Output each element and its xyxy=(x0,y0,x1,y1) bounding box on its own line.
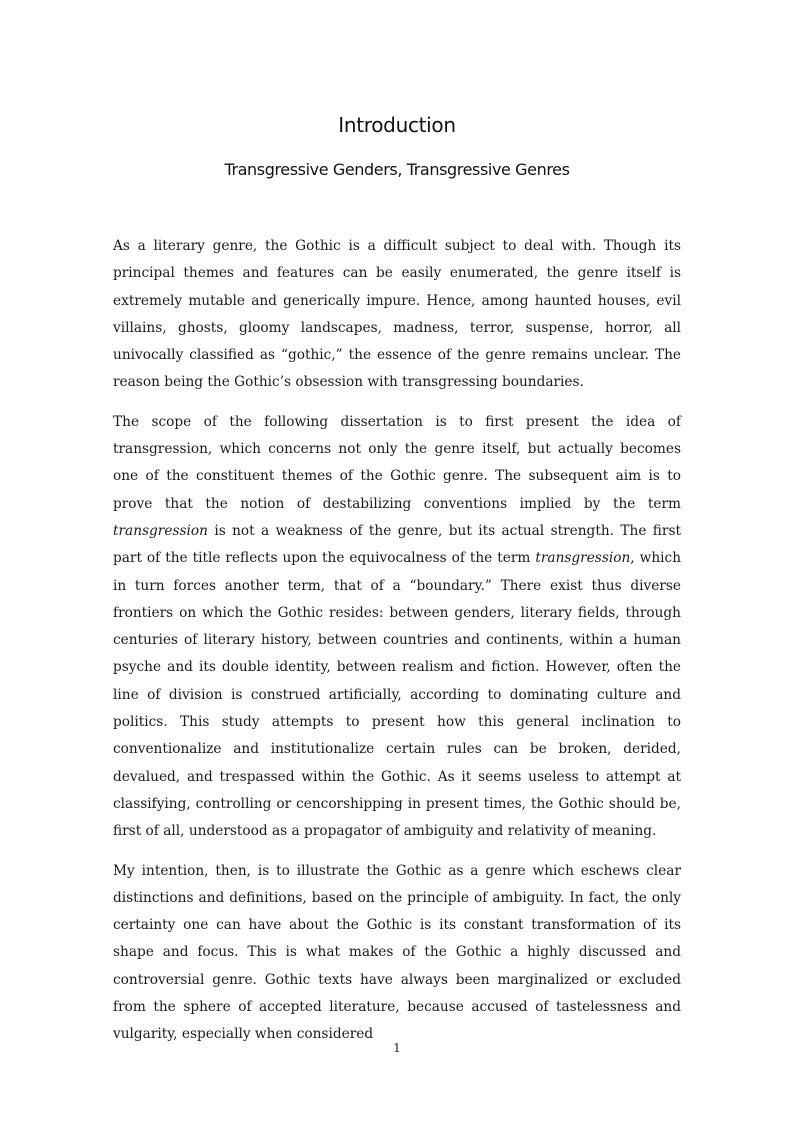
paragraph-2-text-a: The scope of the following dissertation is to first present the idea of transgression, which concerns not only the genre itself, but actually becomes one of the constituent themes of the Gothic genre. The subsequent aim is to prove that the notion of destabilizing conventions implied by the term xyxy=(113,413,681,512)
paragraph-3: My intention, then, is to illustrate the Gothic as a genre which eschews clear distinctions and definitions, based on the principle of ambiguity. In fact, the only certainty one can have about the Gothic is its constant transformation of its shape and focus. This is what makes of the Gothic a highly discussed and controversial genre. Gothic texts have always been marginalized or excluded from the sphere of accepted literature, because accused of tastelessness and vulgarity, especially when considered xyxy=(113,862,681,1043)
italic-term: transgression xyxy=(535,550,631,567)
body-text xyxy=(113,233,681,1061)
paragraph-1: As a literary genre, the Gothic is a difficult subject to deal with. Though its principal themes and features can be easily enumerated, the genre itself is extremely mutable and generically impure. Hence, among haunted houses, evil villains, ghosts, gloomy landscapes, madness, terror, suspense, horror, all univocally classified as “gothic,” the essence of the genre remains unclear. The reason being the Gothic’s obsession with transgressing boundaries. xyxy=(113,238,681,391)
paragraph-2 xyxy=(113,409,681,846)
page-number: 1 xyxy=(393,1041,401,1055)
paragraph-2-text-c: , which in turn forces another term, that of a “boundary.” There exist thus diverse frontiers on which the Gothic resides: between genders, literary fields, through centuries of literary history, between countries and continents, within a human psyche and its double identity, between realism and fiction. However, often the line of division is construed artificially, according to dominating culture and politics. This study attempts to present how this general inclination to conventionalize and institutionalize certain rules can be broken, derided, devalued, and trespassed within the Gothic. As it seems useless to attempt at classifying, controlling or cencorshipping in present times, the Gothic should be, first of all, understood as a propagator of ambiguity and relativity of meaning. xyxy=(113,550,682,840)
page-subtitle: Transgressive Genders, Transgressive Genres xyxy=(224,160,570,179)
paragraph-2-text-b: is not a weakness of the genre, but its actual strength. The first part of the title reflects upon the equivocalness of the term xyxy=(113,522,681,567)
page-title: Introduction xyxy=(338,113,456,137)
italic-term: transgression xyxy=(113,522,208,539)
